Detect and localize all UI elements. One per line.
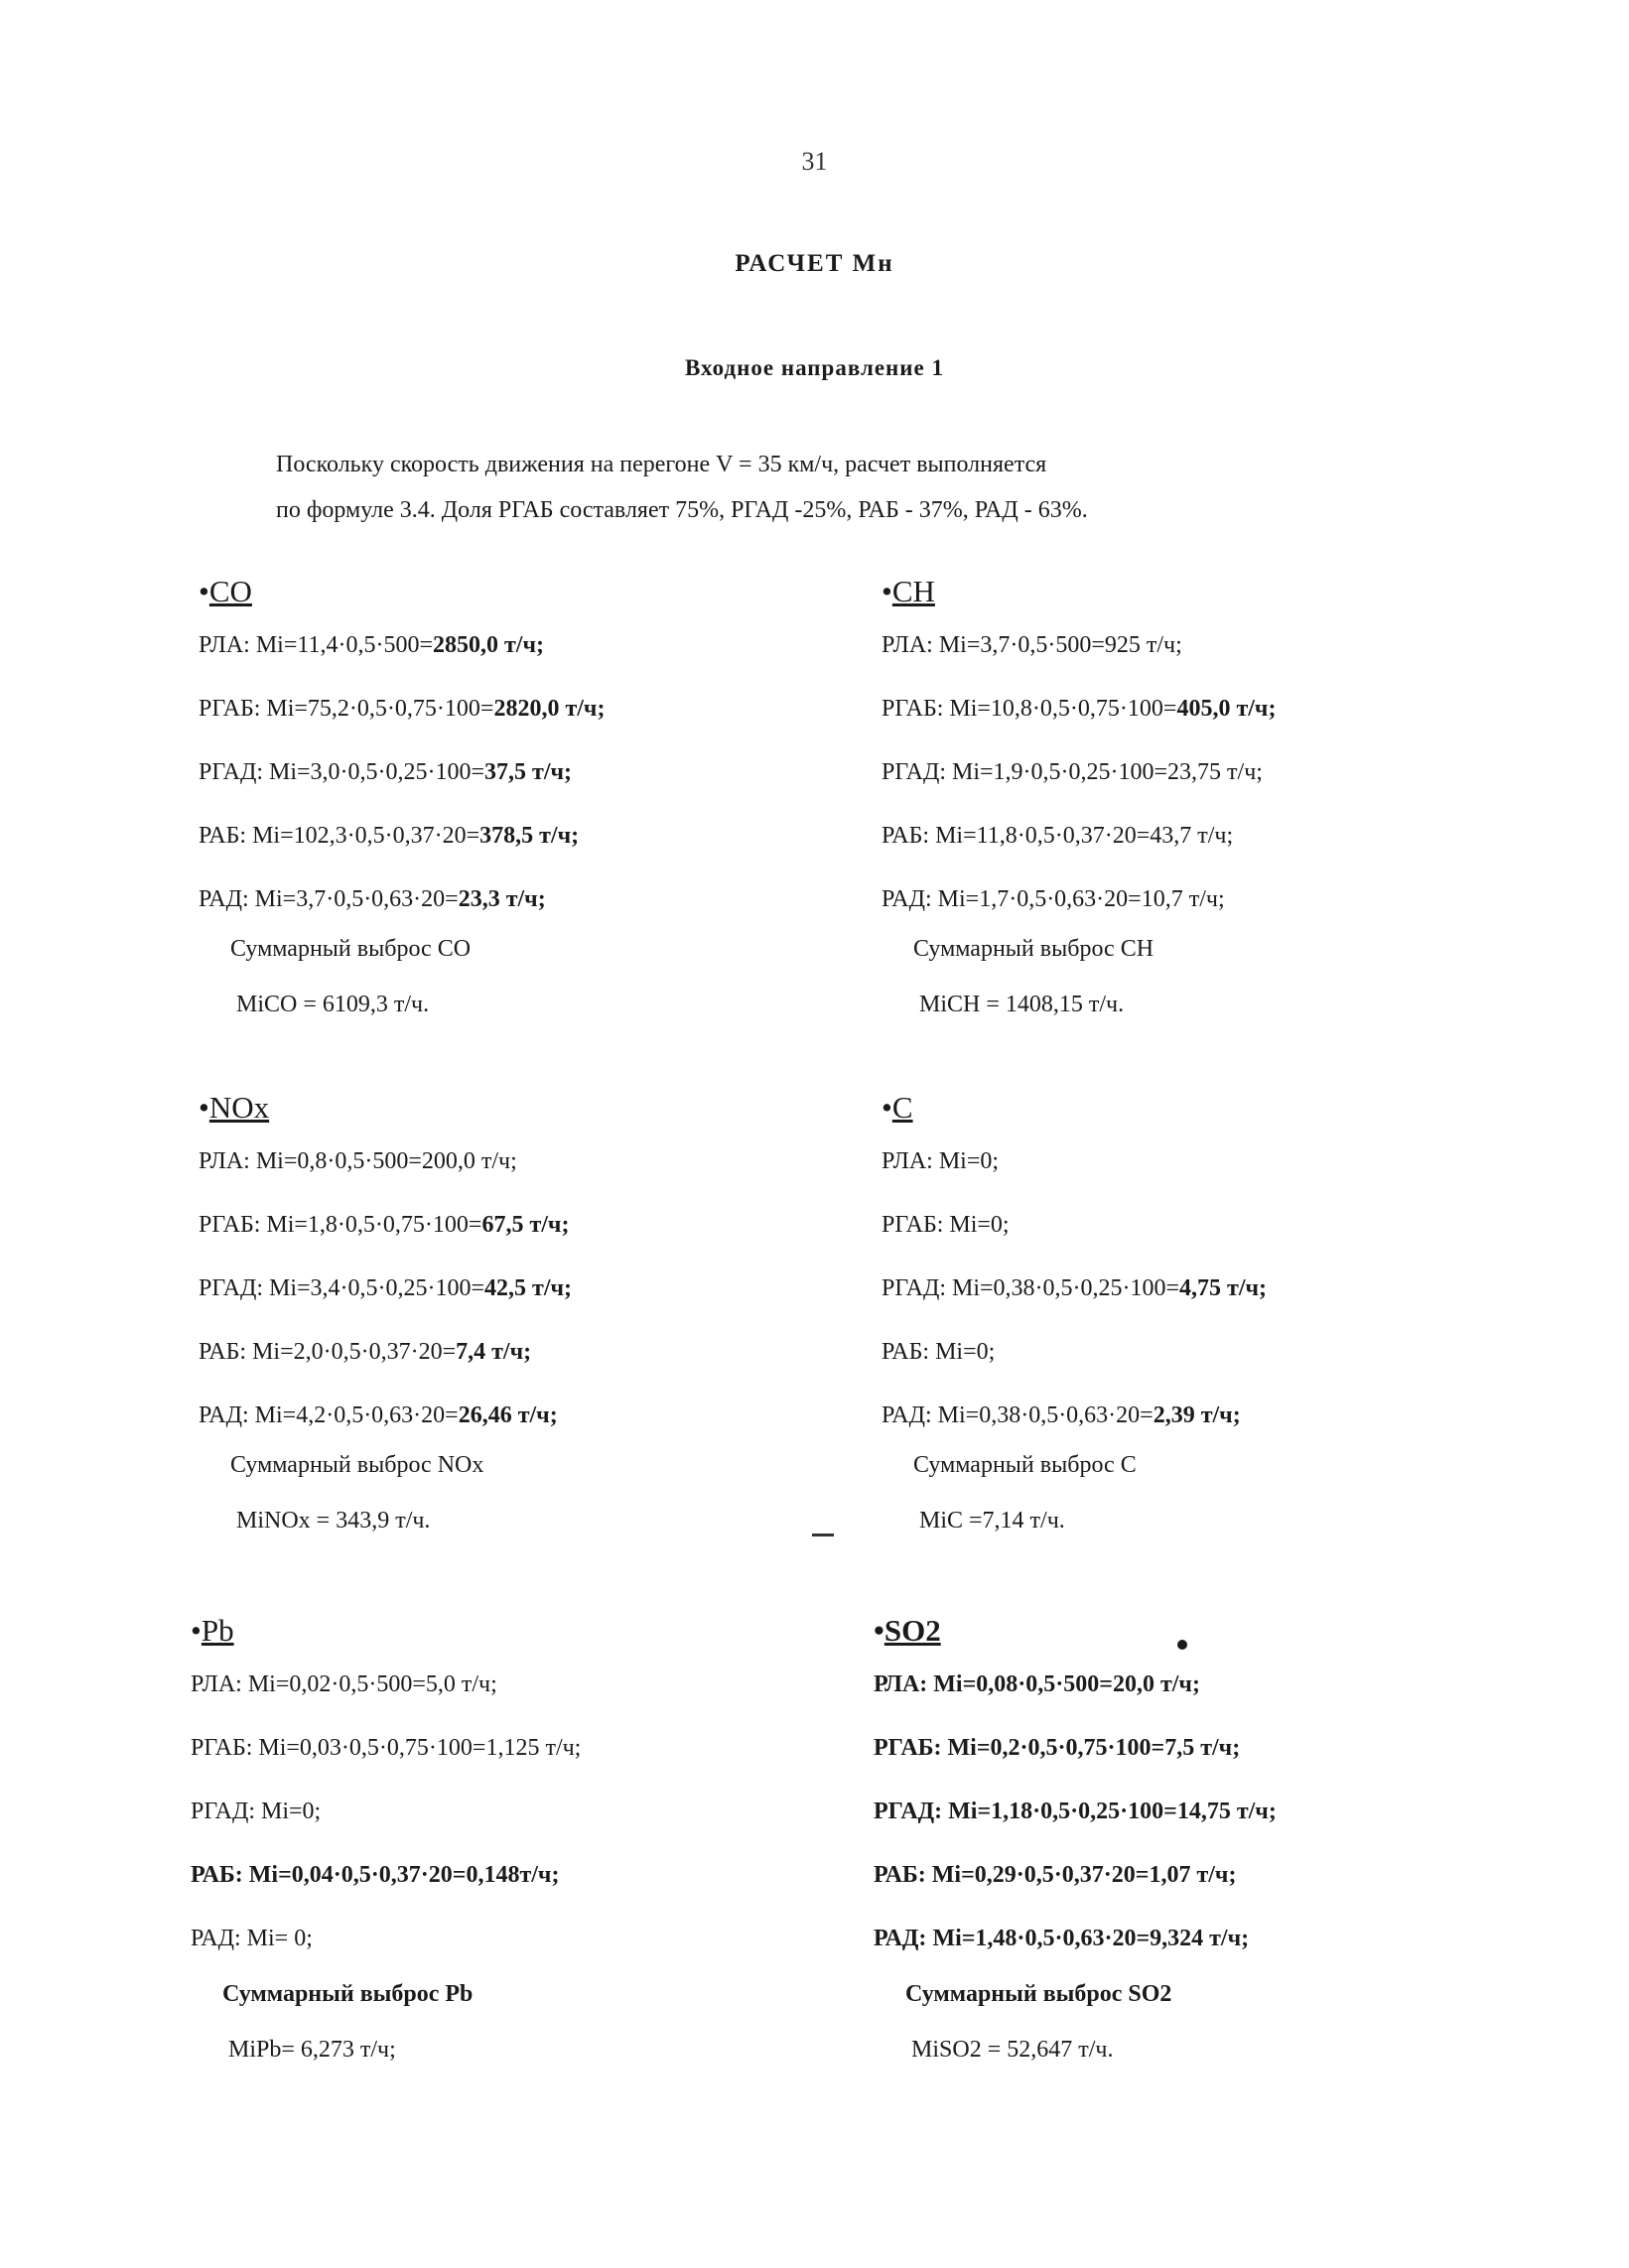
pollutant-name: CO bbox=[208, 574, 252, 608]
intro-paragraph bbox=[276, 442, 1368, 533]
intro-line-1: Поскольку скорость движения на перегоне V = 35 км/ч, расчет выполняется bbox=[276, 452, 1047, 477]
formula-row: РГАБ: Mi=1,8·0,5·0,75·100=67,5 т/ч; bbox=[199, 1212, 570, 1238]
summary-total: MiCH = 1408,15 т/ч. bbox=[919, 992, 1125, 1017]
block-heading: •C bbox=[882, 1090, 913, 1125]
block-heading: •CO bbox=[199, 574, 252, 608]
formula-row: РАД: Mi=0,38·0,5·0,63·20=2,39 т/ч; bbox=[882, 1402, 1241, 1428]
formula-row: РАД: Mi=4,2·0,5·0,63·20=26,46 т/ч; bbox=[199, 1402, 558, 1428]
summary-total: MiCO = 6109,3 т/ч. bbox=[236, 992, 430, 1017]
formula-row: РГАБ: Mi=0; bbox=[882, 1212, 1010, 1238]
block-heading: •NOx bbox=[199, 1090, 270, 1125]
formula-row: РЛА: Mi=0,8·0,5·500=200,0 т/ч; bbox=[199, 1148, 517, 1174]
summary-total: MiNOx = 343,9 т/ч. bbox=[236, 1508, 431, 1534]
block-nox bbox=[199, 1090, 754, 1540]
pollutant-name: SO2 bbox=[883, 1613, 941, 1648]
formula-row: РГАБ: Mi=0,2·0,5·0,75·100=7,5 т/ч; bbox=[874, 1735, 1241, 1761]
summary-label: Суммарный выброс CO bbox=[230, 936, 472, 962]
formula-row: РГАБ: Mi=75,2·0,5·0,75·100=2820,0 т/ч; bbox=[199, 696, 606, 722]
formula-row: РЛА: Mi=0,02·0,5·500=5,0 т/ч; bbox=[191, 1671, 497, 1697]
formula-row: РАБ: Mi=0; bbox=[882, 1339, 996, 1365]
summary-label: Суммарный выброс C bbox=[913, 1452, 1137, 1478]
block-heading: •Pb bbox=[191, 1613, 234, 1648]
formula-row: РАБ: Mi=2,0·0,5·0,37·20=7,4 т/ч; bbox=[199, 1339, 532, 1365]
intro-line-2: по формуле 3.4. Доля РГАБ составляет 75%, РГАД -25%, РАБ - 37%, РАД - 63%. bbox=[276, 497, 1088, 523]
summary-label: Суммарный выброс CH bbox=[913, 936, 1154, 962]
formula-row: РГАД: Mi=0,38·0,5·0,25·100=4,75 т/ч; bbox=[882, 1275, 1268, 1301]
block-so2 bbox=[874, 1613, 1429, 2069]
block-heading: •SO2 bbox=[874, 1613, 941, 1648]
summary-label: Суммарный выброс NOx bbox=[230, 1452, 484, 1478]
formula-row: РГАД: Mi=1,18·0,5·0,25·100=14,75 т/ч; bbox=[874, 1799, 1277, 1824]
block-pb bbox=[191, 1613, 747, 2069]
formula-row: РАБ: Mi=0,04·0,5·0,37·20=0,148т/ч; bbox=[191, 1862, 560, 1888]
section-subtitle: Входное направление 1 bbox=[684, 355, 945, 380]
summary-total: MiC =7,14 т/ч. bbox=[919, 1508, 1065, 1534]
block-c bbox=[882, 1090, 1437, 1540]
scan-dot-mark bbox=[1177, 1640, 1187, 1650]
formula-row: РГАД: Mi=3,0·0,5·0,25·100=37,5 т/ч; bbox=[199, 759, 573, 785]
scan-dash-mark bbox=[812, 1534, 834, 1536]
formula-row: РАД: Mi= 0; bbox=[191, 1926, 313, 1951]
pollutant-name: C bbox=[891, 1090, 913, 1125]
pollutant-name: Pb bbox=[201, 1613, 234, 1648]
page-title: РАСЧЕТ Мн bbox=[735, 250, 894, 277]
formula-row: РАБ: Mi=0,29·0,5·0,37·20=1,07 т/ч; bbox=[874, 1862, 1237, 1888]
formula-row: РЛА: Mi=0; bbox=[882, 1148, 1000, 1174]
formula-row: РАД: Mi=1,48·0,5·0,63·20=9,324 т/ч; bbox=[874, 1926, 1250, 1951]
block-co bbox=[199, 574, 754, 1024]
formula-row: РАБ: Mi=102,3·0,5·0,37·20=378,5 т/ч; bbox=[199, 823, 580, 849]
summary-label: Суммарный выброс SO2 bbox=[905, 1981, 1172, 2007]
formula-row: РЛА: Mi=0,08·0,5·500=20,0 т/ч; bbox=[874, 1671, 1200, 1697]
block-heading: •CH bbox=[882, 574, 935, 608]
formula-row: РГАБ: Mi=0,03·0,5·0,75·100=1,125 т/ч; bbox=[191, 1735, 582, 1761]
summary-total: MiPb= 6,273 т/ч; bbox=[228, 2037, 396, 2063]
page-number: 31 bbox=[801, 147, 828, 176]
formula-row: РГАД: Mi=0; bbox=[191, 1799, 322, 1824]
summary-total: MiSO2 = 52,647 т/ч. bbox=[911, 2037, 1114, 2063]
formula-row: РАБ: Mi=11,8·0,5·0,37·20=43,7 т/ч; bbox=[882, 823, 1234, 849]
formula-row: РГАД: Mi=1,9·0,5·0,25·100=23,75 т/ч; bbox=[882, 759, 1263, 785]
formula-row: РГАД: Mi=3,4·0,5·0,25·100=42,5 т/ч; bbox=[199, 1275, 573, 1301]
pollutant-name: NOx bbox=[208, 1090, 270, 1125]
formula-row: РАД: Mi=1,7·0,5·0,63·20=10,7 т/ч; bbox=[882, 886, 1225, 912]
block-ch bbox=[882, 574, 1437, 1024]
formula-row: РЛА: Mi=3,7·0,5·500=925 т/ч; bbox=[882, 632, 1182, 658]
formula-row: РЛА: Mi=11,4·0,5·500=2850,0 т/ч; bbox=[199, 632, 544, 658]
pollutant-name: CH bbox=[891, 574, 935, 608]
formula-row: РГАБ: Mi=10,8·0,5·0,75·100=405,0 т/ч; bbox=[882, 696, 1277, 722]
formula-row: РАД: Mi=3,7·0,5·0,63·20=23,3 т/ч; bbox=[199, 886, 546, 912]
summary-label: Суммарный выброс Pb bbox=[222, 1981, 474, 2007]
